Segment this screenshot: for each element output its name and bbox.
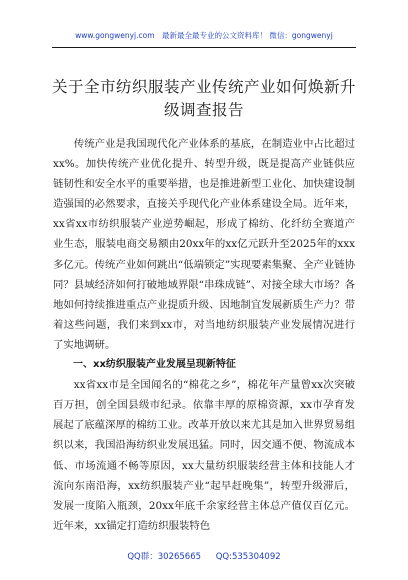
qq-group-text: QQ群：30265665 (127, 552, 202, 562)
section-heading: 一、xx纺织服装产业发展呈现新特征 (73, 359, 236, 371)
qq-text: QQ:535304092 (215, 552, 281, 562)
document-title: 关于全市纺织服装产业传统产业如何焕新升级调查报告 (51, 78, 356, 119)
document-body (53, 134, 355, 536)
site-header: www.gongwenyj.com 最新最全最专业的公文资料库！ 微信：gongwenyj (75, 31, 333, 40)
site-footer (0, 550, 408, 562)
header-divider (52, 47, 356, 48)
intro-paragraph: 传统产业是我国现代化产业体系的基底，在制造业中占比超过xx%。加快传统产业优化提升、转型升级，既是提高产业链供应链韧性和安全水平的重要举措，也是推进新型工业化、加快建设制造强国的必然要求，直接关乎现代化产业体系建设全局。近年来，xx省xx市纺织服装产业逆势崛起，形成了棉纺、化纤纺全赛道产业生态，服装电商交易额由20xx年的xx亿元跃升至2025年的xxx多亿元。传统产业如何跳出“低端锁定”实现要素集聚、全产业链协同？县域经济如何打破地域界限“串珠成链”、对接全球大市场？各地如何持续推进重点产业提质升级、因地制宜发展新质生产力？带着这些问题，我们来到xx市，对当地纺织服装产业发展情况进行了实地调研。 (53, 138, 355, 351)
section-paragraph: xx省xx市是全国闻名的“棉花之乡”，棉花年产量曾xx次突破百万担，创全国县级市纪录。依靠丰厚的原棉资源，xx市孕育发展起了底蕴深厚的棉纺工业。改革开放以来尤其是加入世界贸易组织以来，我国沿海纺织业发展迅猛。同时，因交通不便、物流成本低、市场流通不畅等原因，xx大量纺织服装经营主体和技能人才流向东南沿海，xx纺织服装产业“起早赶晚集”，转型升级滞后，发展一度陷入瓶颈，20xx年底千余家经营主体总产值仅百亿元。近年来，xx锚定打造纺织服装特色 (53, 379, 355, 532)
